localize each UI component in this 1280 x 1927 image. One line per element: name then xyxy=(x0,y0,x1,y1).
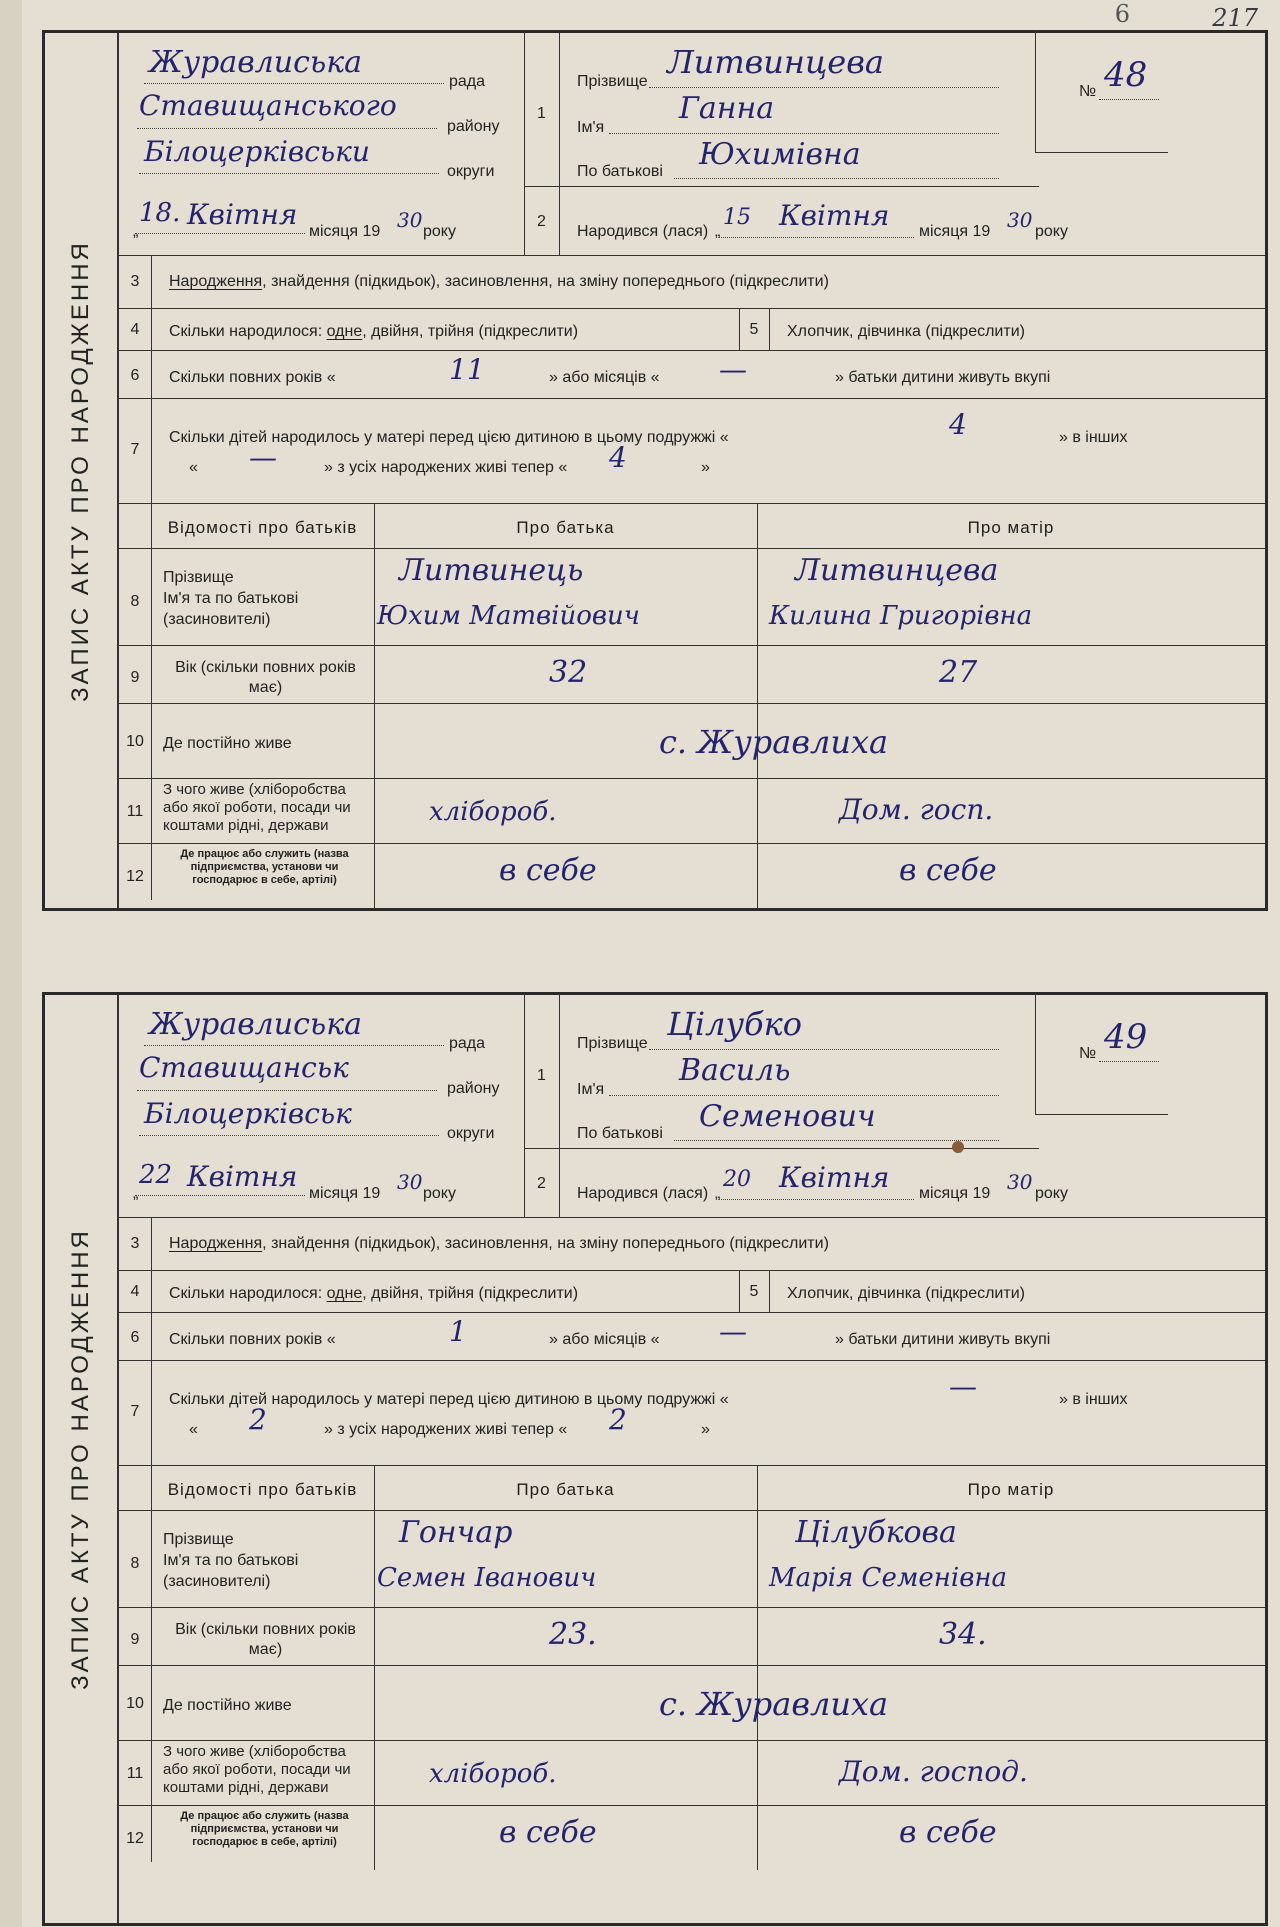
patronymic-label: По батькові xyxy=(577,163,663,180)
mother-surname: Литвинцева xyxy=(795,553,999,588)
parents-header: Відомості про батьків xyxy=(167,518,358,537)
father-surname: Литвинець xyxy=(399,553,584,588)
record-side-title xyxy=(45,33,119,908)
row-number: 6 xyxy=(130,367,140,384)
corner-mark: 6 xyxy=(1114,0,1130,28)
mother-age: 27 xyxy=(939,655,978,690)
form-text: (підкреслити) xyxy=(925,323,1025,340)
table-rule xyxy=(119,350,1265,351)
father-name: Семен Іванович xyxy=(377,1563,597,1593)
rayon-value: Ставищанського xyxy=(139,89,397,122)
father-age: 32 xyxy=(549,655,588,690)
row3-text: , знайдення (підкидьок), засиновлення, на зміну попереднього (підкреслити) xyxy=(262,1235,829,1252)
surname-label: Прізвище xyxy=(577,1035,648,1052)
name-label: Ім'я xyxy=(577,119,605,136)
table-rule xyxy=(119,645,1265,646)
table-rule xyxy=(119,1270,1265,1271)
row7-before: 4 xyxy=(949,408,967,441)
row11-label: З чого живе (хліборобства або якої роботи, посади чи коштами рідні, держави xyxy=(163,1743,351,1796)
fill-line xyxy=(135,233,305,234)
rada-value: Журавлиська xyxy=(149,1007,363,1042)
born-year-label: року xyxy=(1035,223,1068,240)
row8-label: Прізвище Ім'я та по батькові (засиновителі) xyxy=(163,1531,299,1590)
mother-age: 34. xyxy=(939,1617,987,1652)
row-number: 5 xyxy=(749,321,759,338)
row-number: 9 xyxy=(130,669,140,686)
father-surname: Гончар xyxy=(399,1515,513,1550)
row3-selected: Народження xyxy=(169,273,263,290)
row-number: 1 xyxy=(537,105,546,122)
reg-year: 30 xyxy=(397,1170,423,1194)
table-rule xyxy=(119,1217,1265,1218)
record-body: Журавлиська рада Ставищанського району Білоцерківськи округи „ 18. Квітня місяця 19 30 року 1 2 Прізвище Литвинцева Ім'я Ганна По батькові Юхимівна № 48 Народився (лася) „ 15 Квітня місяця 19 30 року 3 Народження, знайдення (підкидьок), засиновлення, на зміну попереднього (підкреслити) 4 Скільки народилося: одне, двійня, трійня (підкреслити) 5 Хлопчик, дівчинка (підкреслити) 6 Скільки повних років « 11 » або місяців « — » батьки дитини живуть вкупі 7 Скільки дітей народилось у матері перед цією дитиною в цьому подружжі « 4 » в інших « — » з усіх народжених живі тепер « 4 » Відомості про батьків Про батька Про матір 8 Прізвище Ім'я та по батькові (засиновителі) Литвинець Юхим Матвійович Литвинцева Килина Григорівна 9 Вік (скільки повних років має) 32 27 10 Де постійно живе с. Журавлиха 11 З чого живе (хліборобства або якої роботи, посади чи коштами рідні, держави хлібороб. Дом. госп. 12 Де працює або служить (назва підприємства, установи чи господарює в себе, артілі) в себе в себе xyxy=(119,33,1265,908)
reg-month-label: місяця 19 xyxy=(309,223,381,240)
ink-spot xyxy=(952,1141,964,1153)
row4-label: Скільки народилося: xyxy=(169,1285,323,1302)
row5-boy: Хлопчик, xyxy=(787,1285,854,1302)
residence: с. Журавлиха xyxy=(659,723,889,761)
patronymic-label: По батькові xyxy=(577,1125,663,1142)
form-text: » або місяців « xyxy=(549,369,660,386)
table-rule xyxy=(1035,30,1168,153)
table-rule xyxy=(769,1270,770,1312)
row6-months: — xyxy=(719,1315,747,1348)
mother-header: Про матір xyxy=(967,518,1055,537)
mother-name: Марія Семенівна xyxy=(769,1563,1007,1593)
fill-line xyxy=(609,133,999,134)
row-number: 9 xyxy=(130,1631,140,1648)
row-number: 3 xyxy=(130,1235,140,1252)
okruga-label: округи xyxy=(447,163,495,180)
record-side-title xyxy=(45,995,119,1923)
row-number: 5 xyxy=(749,1283,759,1300)
born-month-label: місяця 19 xyxy=(919,223,991,240)
table-rule xyxy=(559,995,560,1217)
row-number: 10 xyxy=(126,1695,144,1712)
rada-value: Журавлиська xyxy=(149,45,363,80)
rada-label: рада xyxy=(449,73,486,90)
row-number: 1 xyxy=(537,1067,546,1084)
table-rule xyxy=(151,255,152,900)
row12-label: Де працює або служить (назва підприємства, установи чи господарює в себе, артілі) xyxy=(180,848,349,886)
no-label: № xyxy=(1079,83,1097,100)
okruga-label: округи xyxy=(447,1125,495,1142)
form-text: » батьки дитини живуть вкупі xyxy=(835,369,1051,386)
row3-text: , знайдення (підкидьок), засиновлення, на зміну попереднього (підкреслити) xyxy=(262,273,829,290)
form-text: Скільки повних років « xyxy=(169,1331,336,1348)
form-text: « xyxy=(189,459,198,476)
fill-line xyxy=(1099,1061,1159,1062)
fill-line xyxy=(144,83,444,84)
father-age: 23. xyxy=(549,1617,597,1652)
table-rule xyxy=(559,33,560,255)
fill-line xyxy=(135,1195,305,1196)
row-number: 7 xyxy=(130,441,140,458)
table-rule xyxy=(119,1740,1265,1741)
form-text: « xyxy=(189,1421,198,1438)
father-work: в себе xyxy=(499,1815,597,1850)
child-patronymic: Юхимівна xyxy=(699,137,861,172)
fill-line xyxy=(609,1095,999,1096)
row-number: 7 xyxy=(130,1403,140,1420)
child-surname: Цілубко xyxy=(667,1005,802,1043)
table-rule xyxy=(119,503,1265,504)
reg-year-label: року xyxy=(423,1185,456,1202)
mother-occupation: Дом. госп. xyxy=(839,793,994,826)
born-label: Народився (лася) xyxy=(577,223,709,240)
residence: с. Журавлиха xyxy=(659,1685,889,1723)
row-number: 2 xyxy=(537,1175,546,1192)
table-rule xyxy=(151,1217,152,1862)
row4-options: , двійня, трійня (підкреслити) xyxy=(362,1285,579,1302)
mother-occupation: Дом. господ. xyxy=(839,1755,1028,1788)
row9-label: Вік (скільки повних років має) xyxy=(175,659,356,696)
table-rule xyxy=(119,778,1265,779)
row-number: 8 xyxy=(130,593,140,610)
form-text: » в інших xyxy=(1059,429,1128,446)
row10-label: Де постійно живе xyxy=(163,1697,292,1714)
fill-line xyxy=(649,1049,999,1050)
table-rule xyxy=(1035,992,1168,1115)
reg-year: 30 xyxy=(397,208,423,232)
row4-label: Скільки народилося: xyxy=(169,323,323,340)
name-label: Ім'я xyxy=(577,1081,605,1098)
row8-label: Прізвище Ім'я та по батькові (засиновителі) xyxy=(163,569,299,628)
table-rule xyxy=(119,843,1265,844)
row-number: 4 xyxy=(130,1283,140,1300)
born-day: 15 xyxy=(723,205,751,230)
parents-header: Відомості про батьків xyxy=(167,1480,358,1499)
fill-line xyxy=(649,87,999,88)
table-rule xyxy=(119,255,1265,256)
row-number: 11 xyxy=(126,1765,144,1782)
row-number: 12 xyxy=(126,1830,144,1847)
child-surname: Литвинцева xyxy=(667,43,884,81)
row-number: 11 xyxy=(126,803,144,820)
form-text: » xyxy=(701,1421,710,1438)
fill-line xyxy=(1099,99,1159,100)
okruga-value: Білоцерківськ xyxy=(144,1097,352,1130)
form-text: » з усіх народжених живі тепер « xyxy=(324,459,568,476)
rayon-value: Ставищанськ xyxy=(139,1051,349,1084)
register-page xyxy=(22,0,1280,1927)
row4-selected: одне xyxy=(326,323,363,340)
born-day: 20 xyxy=(723,1167,751,1192)
row10-label: Де постійно живе xyxy=(163,735,292,752)
row3-selected: Народження xyxy=(169,1235,263,1252)
mother-work: в себе xyxy=(899,1815,997,1850)
child-name: Ганна xyxy=(679,91,775,126)
record-number: 48 xyxy=(1104,55,1148,95)
table-rule xyxy=(119,1465,1265,1466)
row7-other: — xyxy=(249,441,277,474)
birth-record-48 xyxy=(42,30,1268,911)
table-rule xyxy=(119,1607,1265,1608)
row-number: 4 xyxy=(130,321,140,338)
table-rule xyxy=(119,1312,1265,1313)
okruga-value: Білоцерківськи xyxy=(144,135,370,168)
fill-line xyxy=(139,1135,439,1136)
table-rule xyxy=(119,1510,1265,1511)
table-rule xyxy=(119,1805,1265,1806)
row-number: 3 xyxy=(130,273,140,290)
no-label: № xyxy=(1079,1045,1097,1062)
reg-day: 22 xyxy=(139,1160,173,1190)
fill-line xyxy=(144,1045,444,1046)
fill-line xyxy=(674,178,999,179)
fill-line xyxy=(137,128,437,129)
reg-month: Квітня xyxy=(187,198,298,231)
form-text: » або місяців « xyxy=(549,1331,660,1348)
mother-header: Про матір xyxy=(967,1480,1055,1499)
surname-label: Прізвище xyxy=(577,73,648,90)
born-year: 30 xyxy=(1007,208,1033,232)
page-number: 217 xyxy=(1212,4,1258,32)
mother-surname: Цілубкова xyxy=(795,1515,957,1550)
fill-line xyxy=(719,1199,914,1200)
row5-girl: дівчинка xyxy=(857,323,921,340)
table-rule xyxy=(757,1465,758,1870)
reg-year-label: року xyxy=(423,223,456,240)
row7-alive: 4 xyxy=(609,441,627,474)
form-text: » в інших xyxy=(1059,1391,1128,1408)
born-label: Народився (лася) xyxy=(577,1185,709,1202)
table-rule xyxy=(119,1665,1265,1666)
form-text: ЗАПИС АКТУ ПРО НАРОДЖЕННЯ xyxy=(67,239,94,702)
row6-years: 11 xyxy=(449,353,485,386)
fill-line xyxy=(139,173,439,174)
reg-month: Квітня xyxy=(187,1160,298,1193)
row5-girl: дівчинка xyxy=(857,1285,921,1302)
row5-boy: Хлопчик, xyxy=(787,323,854,340)
row-number: 8 xyxy=(130,1555,140,1572)
form-text: » батьки дитини живуть вкупі xyxy=(835,1331,1051,1348)
rayon-label: району xyxy=(447,1080,500,1097)
table-rule xyxy=(119,398,1265,399)
row11-label: З чого живе (хліборобства або якої роботи, посади чи коштами рідні, держави xyxy=(163,781,351,834)
form-text: Скільки дітей народилось у матері перед цією дитиною в цьому подружжі « xyxy=(169,429,729,446)
birth-record-49 xyxy=(42,992,1268,1926)
row6-months: — xyxy=(719,353,747,386)
rayon-label: району xyxy=(447,118,500,135)
born-month: Квітня xyxy=(779,199,890,232)
child-patronymic: Семенович xyxy=(699,1099,876,1134)
table-rule xyxy=(374,1465,375,1870)
born-year: 30 xyxy=(1007,1170,1033,1194)
fill-line xyxy=(674,1140,999,1141)
table-rule xyxy=(119,308,1265,309)
rada-label: рада xyxy=(449,1035,486,1052)
row7-before: — xyxy=(949,1370,977,1403)
form-text: » з усіх народжених живі тепер « xyxy=(324,1421,568,1438)
born-month-label: місяця 19 xyxy=(919,1185,991,1202)
row9-label: Вік (скільки повних років має) xyxy=(175,1621,356,1658)
reg-day: 18. xyxy=(139,198,181,228)
form-text: Скільки дітей народилось у матері перед цією дитиною в цьому подружжі « xyxy=(169,1391,729,1408)
born-month: Квітня xyxy=(779,1161,890,1194)
table-rule xyxy=(757,503,758,908)
record-body: Журавлиська рада Ставищанськ району Білоцерківськ округи „ 22 Квітня місяця 19 30 року 1 2 Прізвище Цілубко Ім'я Василь По батькові Семенович № 49 Народився (лася) „ 20 Квітня місяця 19 30 року 3 Народження, знайдення (підкидьок), засиновлення, на зміну попереднього (підкреслити) 4 Скільки народилося: одне, двійня, трійня (підкреслити) 5 Хлопчик, дівчинка (підкреслити) 6 Скільки повних років « 1 » або місяців « — » батьки дитини живуть вкупі 7 Скільки дітей народилось у матері перед цією дитиною в цьому подружжі « — » в інших « 2 » з усіх народжених живі тепер « 2 » Відомості про батьків Про батька Про матір 8 Прізвище Ім'я та по батькові (засиновителі) Гончар Семен Іванович Цілубкова Марія Семенівна 9 Вік (скільки повних років має) 23. 34. 10 Де постійно живе с. Журавлиха 11 З чого живе (хліборобства або якої роботи, посади чи коштами рідні, держави хлібороб. Дом. господ. 12 Де працює або служить (назва підприємства, установи чи господарює в себе, артілі) в себе в себе xyxy=(119,995,1265,1923)
row-number: 10 xyxy=(126,733,144,750)
born-year-label: року xyxy=(1035,1185,1068,1202)
child-name: Василь xyxy=(679,1053,791,1088)
form-text: (підкреслити) xyxy=(925,1285,1025,1302)
table-rule xyxy=(119,548,1265,549)
form-text: » xyxy=(701,459,710,476)
fill-line xyxy=(719,237,914,238)
row12-label: Де працює або служить (назва підприємства, установи чи господарює в себе, артілі) xyxy=(180,1810,349,1848)
row-number: 2 xyxy=(537,213,546,230)
table-rule xyxy=(119,1360,1265,1361)
mother-name: Килина Григорівна xyxy=(769,601,1033,631)
form-text: ЗАПИС АКТУ ПРО НАРОДЖЕННЯ xyxy=(67,1228,94,1690)
form-text: Скільки повних років « xyxy=(169,369,336,386)
row6-years: 1 xyxy=(449,1315,467,1348)
father-name: Юхим Матвійович xyxy=(377,601,640,631)
father-occupation: хлібороб. xyxy=(429,797,557,827)
table-rule xyxy=(119,703,1265,704)
row-number: 12 xyxy=(126,868,144,885)
row7-other: 2 xyxy=(249,1403,267,1436)
fill-line xyxy=(137,1090,437,1091)
row4-options: , двійня, трійня (підкреслити) xyxy=(362,323,579,340)
row-number: 6 xyxy=(130,1329,140,1346)
row4-selected: одне xyxy=(326,1285,363,1302)
mother-work: в себе xyxy=(899,853,997,888)
row7-alive: 2 xyxy=(609,1403,627,1436)
record-number: 49 xyxy=(1104,1017,1148,1057)
father-header: Про батька xyxy=(516,1480,615,1499)
table-rule xyxy=(769,308,770,350)
father-header: Про батька xyxy=(516,518,615,537)
table-rule xyxy=(524,186,1039,187)
father-work: в себе xyxy=(499,853,597,888)
table-rule xyxy=(374,503,375,908)
reg-month-label: місяця 19 xyxy=(309,1185,381,1202)
father-occupation: хлібороб. xyxy=(429,1759,557,1789)
